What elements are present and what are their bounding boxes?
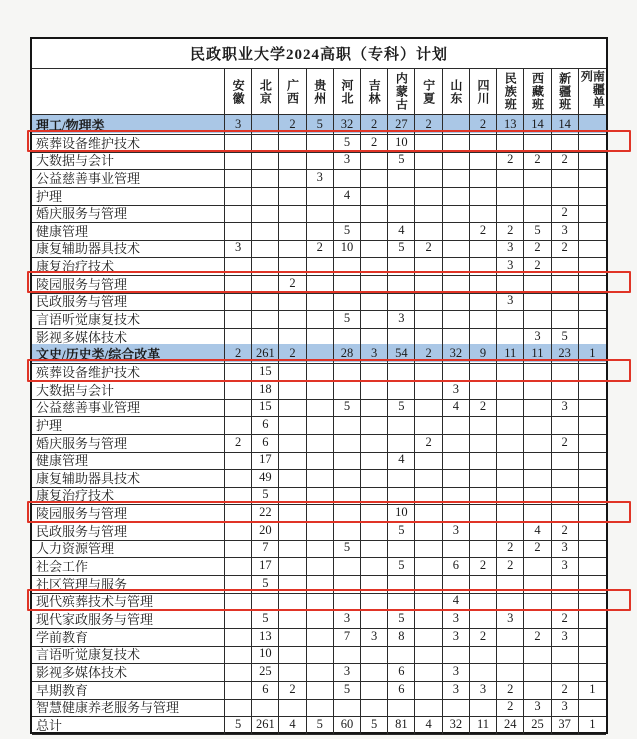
- cell: 2: [552, 238, 579, 258]
- table-row: [32, 203, 606, 221]
- row-label: 理工/物理类: [32, 115, 225, 135]
- cell: 2: [470, 627, 497, 647]
- cell: 5: [334, 538, 361, 558]
- column-header-7: 宁夏: [415, 69, 442, 115]
- cell: 2: [470, 397, 497, 417]
- cell: 27: [388, 115, 415, 135]
- cell: 1: [579, 680, 606, 700]
- cell: 4: [388, 221, 415, 241]
- cell: 13: [252, 627, 279, 647]
- row-label: 总计: [32, 715, 225, 735]
- cell: 32: [443, 344, 470, 364]
- cell: 2: [552, 433, 579, 453]
- row-label: 早期教育: [32, 680, 225, 700]
- cell: 25: [252, 662, 279, 682]
- row-label: 影视多媒体技术: [32, 327, 225, 347]
- column-header-2: 广西: [279, 69, 306, 115]
- row-label: 社区管理与服务: [32, 574, 225, 594]
- table-row: [32, 627, 606, 645]
- cell: 4: [279, 715, 306, 735]
- table-body: [32, 115, 606, 732]
- table-row: [32, 291, 606, 309]
- table-row: [32, 256, 606, 274]
- column-header-6: 内蒙古: [388, 69, 415, 115]
- cell: 4: [443, 397, 470, 417]
- table-row: [32, 485, 606, 503]
- row-label-header-empty: [32, 69, 225, 115]
- table-row: [32, 697, 606, 715]
- cell: 37: [552, 715, 579, 735]
- cell: 2: [279, 115, 306, 135]
- cell: 3: [552, 697, 579, 717]
- cell: 2: [524, 538, 551, 558]
- cell: 3: [307, 168, 334, 188]
- cell: 3: [497, 291, 524, 311]
- cell: 2: [279, 274, 306, 294]
- cell: 5: [388, 609, 415, 629]
- cell: 3: [443, 609, 470, 629]
- cell: 54: [388, 344, 415, 364]
- row-label: 学前教育: [32, 627, 225, 647]
- cell: 3: [497, 238, 524, 258]
- table-row: [32, 380, 606, 398]
- cell: 24: [497, 715, 524, 735]
- section-row: [32, 344, 606, 362]
- cell: 4: [443, 591, 470, 611]
- table-row: [32, 609, 606, 627]
- cell: 3: [443, 380, 470, 400]
- cell: 2: [470, 115, 497, 135]
- cell: 32: [334, 115, 361, 135]
- cell: 5: [252, 574, 279, 594]
- cell: 3: [497, 256, 524, 276]
- cell: 10: [334, 238, 361, 258]
- cell: 3: [443, 662, 470, 682]
- row-label: 民政服务与管理: [32, 291, 225, 311]
- cell: 5: [388, 238, 415, 258]
- row-label: 健康管理: [32, 450, 225, 470]
- cell: 2: [497, 221, 524, 241]
- cell: 3: [334, 662, 361, 682]
- enrollment-plan-table: [30, 37, 608, 734]
- cell: 5: [225, 715, 252, 735]
- row-label: 影视多媒体技术: [32, 662, 225, 682]
- cell: 2: [470, 556, 497, 576]
- cell: 25: [524, 715, 551, 735]
- cell: 4: [388, 450, 415, 470]
- cell: 5: [334, 221, 361, 241]
- cell: 2: [497, 538, 524, 558]
- table-row: [32, 662, 606, 680]
- cell: 2: [552, 680, 579, 700]
- cell: 14: [552, 115, 579, 135]
- cell: 3: [524, 327, 551, 347]
- cell: 2: [225, 433, 252, 453]
- cell: 261: [252, 715, 279, 735]
- cell: 2: [524, 150, 551, 170]
- cell: 10: [388, 503, 415, 523]
- cell: 2: [415, 115, 442, 135]
- cell: 2: [307, 238, 334, 258]
- cell: 5: [388, 397, 415, 417]
- table-row: [32, 362, 606, 380]
- cell: 8: [388, 627, 415, 647]
- row-label: 公益慈善事业管理: [32, 168, 225, 188]
- cell: 28: [334, 344, 361, 364]
- row-label: 康复辅助器具技术: [32, 468, 225, 488]
- cell: 5: [252, 609, 279, 629]
- cell: 3: [388, 309, 415, 329]
- table-row: [32, 186, 606, 204]
- cell: 10: [252, 644, 279, 664]
- row-label: 康复辅助器具技术: [32, 238, 225, 258]
- cell: 2: [415, 344, 442, 364]
- cell: 4: [415, 715, 442, 735]
- cell: 2: [279, 680, 306, 700]
- row-label: 社会工作: [32, 556, 225, 576]
- row-label: 陵园服务与管理: [32, 274, 225, 294]
- cell: 3: [443, 627, 470, 647]
- row-label: 护理: [32, 415, 225, 435]
- cell: 5: [388, 556, 415, 576]
- table-row: [32, 521, 606, 539]
- cell: 5: [334, 309, 361, 329]
- cell: 3: [443, 521, 470, 541]
- cell: 2: [497, 697, 524, 717]
- cell: 261: [252, 344, 279, 364]
- column-header-9: 四川: [470, 69, 497, 115]
- row-label: 康复治疗技术: [32, 256, 225, 276]
- table-row: [32, 309, 606, 327]
- cell: 23: [552, 344, 579, 364]
- cell: 6: [388, 680, 415, 700]
- cell: 6: [443, 556, 470, 576]
- cell: 5: [388, 521, 415, 541]
- column-header-3: 贵州: [307, 69, 334, 115]
- cell: 2: [361, 133, 388, 153]
- cell: 2: [470, 221, 497, 241]
- row-label: 人力资源管理: [32, 538, 225, 558]
- cell: 2: [225, 344, 252, 364]
- table-row: [32, 503, 606, 521]
- row-label: 言语听觉康复技术: [32, 644, 225, 664]
- table-row: [32, 450, 606, 468]
- cell: 81: [388, 715, 415, 735]
- cell: 5: [524, 221, 551, 241]
- cell: 2: [524, 627, 551, 647]
- cell: 5: [361, 715, 388, 735]
- cell: 5: [334, 680, 361, 700]
- cell: 5: [334, 133, 361, 153]
- row-label: 婚庆服务与管理: [32, 203, 225, 223]
- cell: 10: [388, 133, 415, 153]
- column-header-11: 西藏班: [524, 69, 551, 115]
- cell: 2: [361, 115, 388, 135]
- column-header-8: 山东: [443, 69, 470, 115]
- cell: 2: [497, 680, 524, 700]
- cell: 9: [470, 344, 497, 364]
- column-header-12: 新疆班: [552, 69, 579, 115]
- cell: 60: [334, 715, 361, 735]
- cell: 5: [334, 397, 361, 417]
- cell: 6: [252, 680, 279, 700]
- cell: 3: [225, 115, 252, 135]
- table-row: [32, 591, 606, 609]
- cell: 17: [252, 450, 279, 470]
- cell: 17: [252, 556, 279, 576]
- row-label: 殡葬设备维护技术: [32, 133, 225, 153]
- cell: 2: [552, 609, 579, 629]
- row-label: 智慧健康养老服务与管理: [32, 697, 225, 717]
- column-header-1: 北京: [252, 69, 279, 115]
- cell: 3: [361, 344, 388, 364]
- cell: 3: [443, 680, 470, 700]
- row-label: 民政服务与管理: [32, 521, 225, 541]
- row-label: 言语听觉康复技术: [32, 309, 225, 329]
- column-header-row: [32, 69, 606, 115]
- table-row: [32, 574, 606, 592]
- cell: 11: [497, 344, 524, 364]
- cell: 2: [415, 433, 442, 453]
- cell: 5: [388, 150, 415, 170]
- cell: 3: [524, 697, 551, 717]
- cell: 20: [252, 521, 279, 541]
- cell: 3: [552, 397, 579, 417]
- row-label: 大数据与会计: [32, 150, 225, 170]
- cell: 2: [552, 203, 579, 223]
- table-row: [32, 327, 606, 345]
- cell: 5: [552, 327, 579, 347]
- cell: 2: [524, 238, 551, 258]
- table-row: [32, 133, 606, 151]
- cell: 2: [415, 238, 442, 258]
- row-label: 康复治疗技术: [32, 485, 225, 505]
- cell: 15: [252, 397, 279, 417]
- table-row: [32, 221, 606, 239]
- cell: 4: [334, 186, 361, 206]
- cell: 3: [361, 627, 388, 647]
- cell: 22: [252, 503, 279, 523]
- column-header-4: 河北: [334, 69, 361, 115]
- row-label: 文史/历史类/综合改革: [32, 344, 225, 364]
- cell: 2: [497, 150, 524, 170]
- cell: 3: [552, 221, 579, 241]
- table-row: [32, 538, 606, 556]
- row-label: 健康管理: [32, 221, 225, 241]
- cell: 3: [334, 150, 361, 170]
- cell: 3: [225, 238, 252, 258]
- table-title: 民政职业大学2024高职（专科）计划: [32, 39, 606, 69]
- cell: 3: [552, 556, 579, 576]
- row-label: 现代殡葬技术与管理: [32, 591, 225, 611]
- table-row: [32, 150, 606, 168]
- cell: 6: [252, 415, 279, 435]
- table-row: [32, 238, 606, 256]
- table-row: [32, 168, 606, 186]
- section-row: [32, 115, 606, 133]
- column-header-13: 南疆单列: [579, 69, 606, 115]
- table-row: [32, 680, 606, 698]
- cell: 3: [334, 609, 361, 629]
- total-row: [32, 715, 606, 733]
- cell: 1: [579, 344, 606, 364]
- cell: 6: [252, 433, 279, 453]
- row-label: 大数据与会计: [32, 380, 225, 400]
- row-label: 殡葬设备维护技术: [32, 362, 225, 382]
- table-row: [32, 644, 606, 662]
- table-row: [32, 397, 606, 415]
- cell: 3: [470, 680, 497, 700]
- row-label: 公益慈善事业管理: [32, 397, 225, 417]
- row-label: 现代家政服务与管理: [32, 609, 225, 629]
- cell: 2: [552, 521, 579, 541]
- cell: 3: [552, 627, 579, 647]
- cell: 5: [252, 485, 279, 505]
- cell: 2: [524, 256, 551, 276]
- row-label: 护理: [32, 186, 225, 206]
- cell: 3: [552, 538, 579, 558]
- cell: 2: [497, 556, 524, 576]
- table-row: [32, 415, 606, 433]
- cell: 1: [579, 715, 606, 735]
- cell: 4: [524, 521, 551, 541]
- cell: 5: [307, 715, 334, 735]
- cell: 7: [334, 627, 361, 647]
- cell: 14: [524, 115, 551, 135]
- table-row: [32, 274, 606, 292]
- column-header-5: 吉林: [361, 69, 388, 115]
- cell: 2: [552, 150, 579, 170]
- cell: 13: [497, 115, 524, 135]
- column-header-10: 民族班: [497, 69, 524, 115]
- table-row: [32, 433, 606, 451]
- table-row: [32, 556, 606, 574]
- row-label: 婚庆服务与管理: [32, 433, 225, 453]
- cell: 18: [252, 380, 279, 400]
- cell: 6: [388, 662, 415, 682]
- cell: 2: [279, 344, 306, 364]
- cell: 15: [252, 362, 279, 382]
- cell: 32: [443, 715, 470, 735]
- cell: 3: [497, 609, 524, 629]
- row-label: 陵园服务与管理: [32, 503, 225, 523]
- cell: 11: [470, 715, 497, 735]
- cell: 7: [252, 538, 279, 558]
- table-row: [32, 468, 606, 486]
- cell: 5: [307, 115, 334, 135]
- column-header-0: 安徽: [225, 69, 252, 115]
- cell: 49: [252, 468, 279, 488]
- cell: 11: [524, 344, 551, 364]
